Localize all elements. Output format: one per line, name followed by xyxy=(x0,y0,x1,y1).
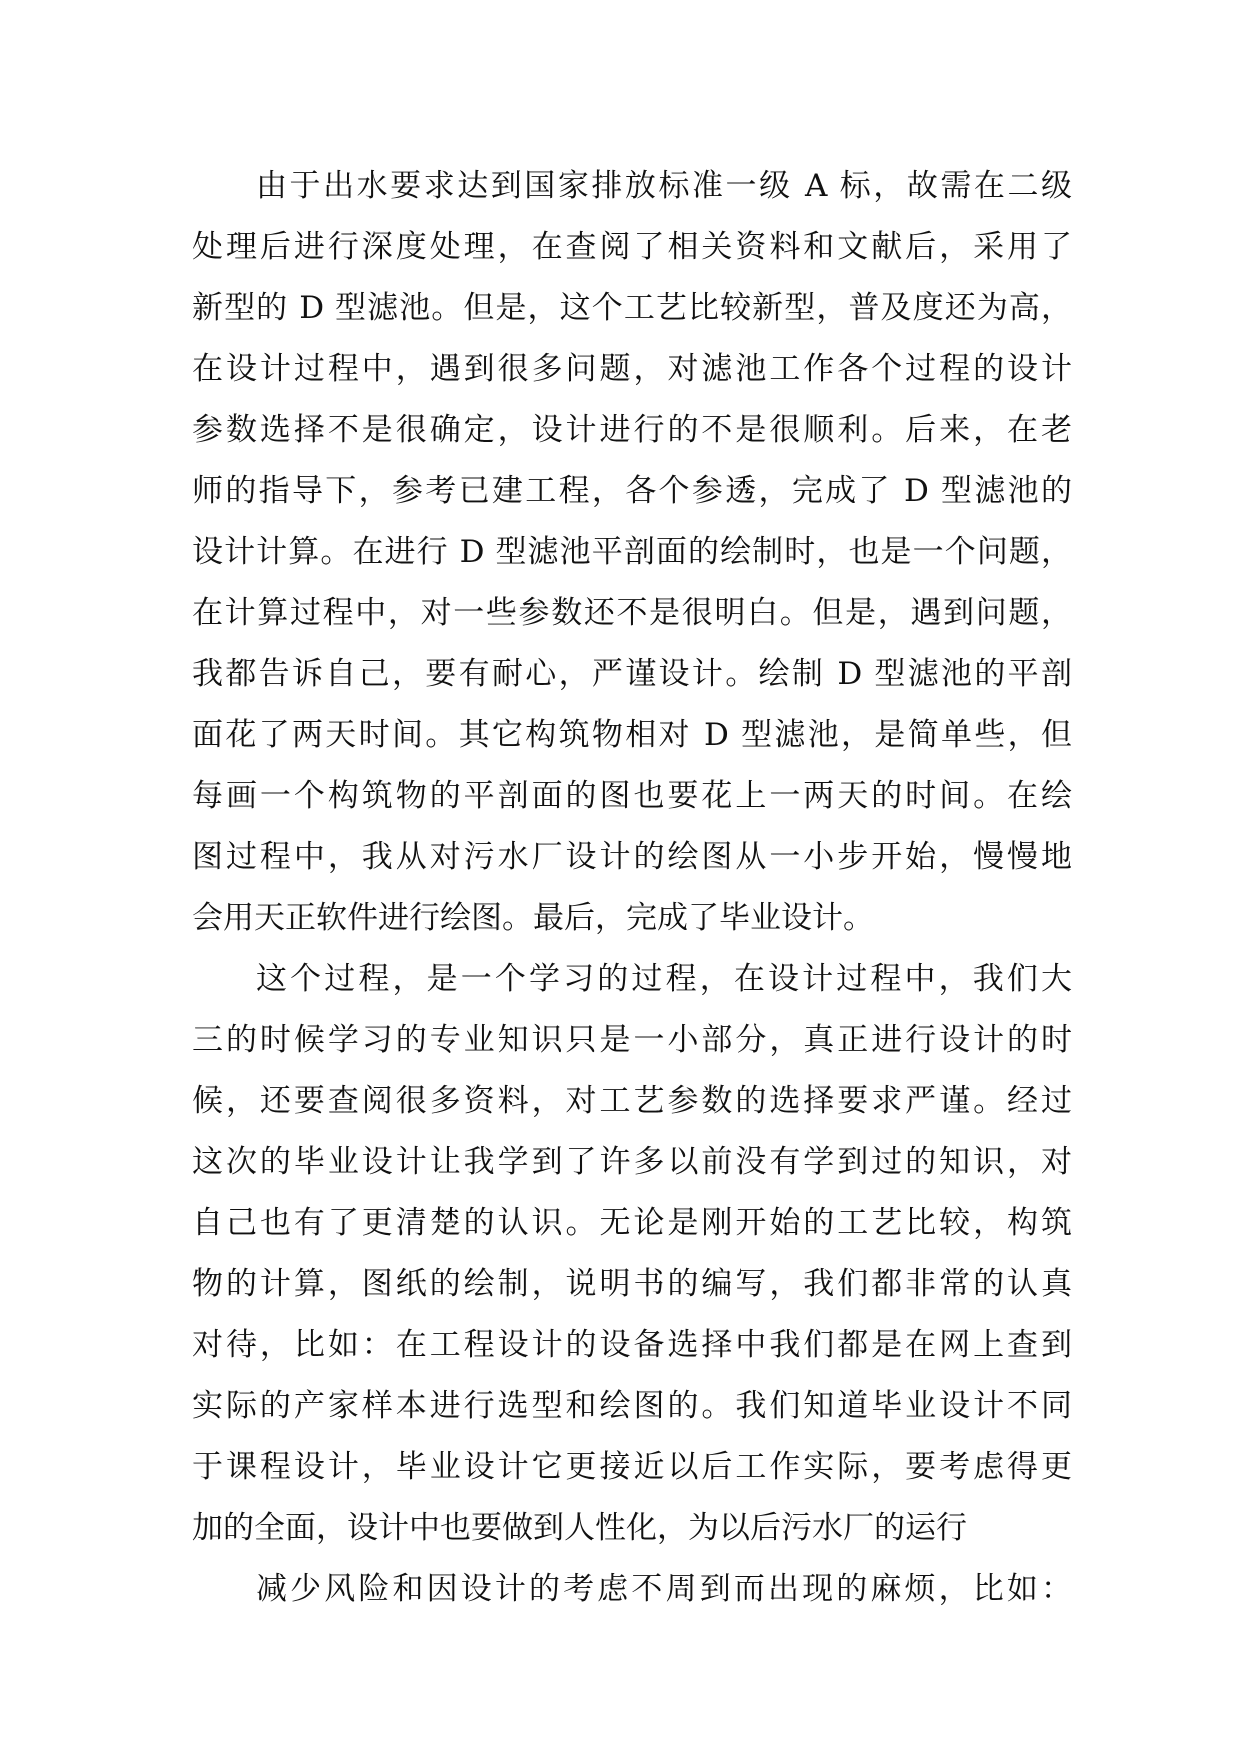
text-line: 由于出水要求达到国家排放标准一级 A 标，故需在二级 xyxy=(256,168,1072,204)
text-line: 在设计过程中，遇到很多问题，对滤池工作各个过程的设计 xyxy=(192,351,1072,387)
text-line: 三的时候学习的专业知识只是一小部分，真正进行设计的时 xyxy=(192,1022,1072,1058)
text-line: 面花了两天时间。其它构筑物相对 D 型滤池，是简单些，但 xyxy=(192,717,1072,753)
text-line: 加的全面，设计中也要做到人性化，为以后污水厂的运行 xyxy=(192,1510,967,1546)
text-line: 减少风险和因设计的考虑不周到而出现的麻烦，比如： xyxy=(256,1571,1072,1607)
text-line: 图过程中，我从对污水厂设计的绘图从一小步开始，慢慢地 xyxy=(192,839,1072,875)
text-line: 处理后进行深度处理，在查阅了相关资料和文献后，采用了 xyxy=(192,229,1072,265)
text-line: 师的指导下，参考已建工程，各个参透，完成了 D 型滤池的 xyxy=(192,473,1072,509)
text-line: 候，还要查阅很多资料，对工艺参数的选择要求严谨。经过 xyxy=(192,1083,1072,1119)
text-line: 物的计算，图纸的绘制，说明书的编写，我们都非常的认真 xyxy=(192,1266,1072,1302)
text-line: 这个过程，是一个学习的过程，在设计过程中，我们大 xyxy=(256,961,1072,997)
text-line: 我都告诉自己，要有耐心，严谨设计。绘制 D 型滤池的平剖 xyxy=(192,656,1072,692)
text-line: 新型的 D 型滤池。但是，这个工艺比较新型，普及度还为高， xyxy=(192,290,1072,326)
text-line: 每画一个构筑物的平剖面的图也要花上一两天的时间。在绘 xyxy=(192,778,1072,814)
text-line: 参数选择不是很确定，设计进行的不是很顺利。后来，在老 xyxy=(192,412,1072,448)
text-line: 自己也有了更清楚的认识。无论是刚开始的工艺比较，构筑 xyxy=(192,1205,1072,1241)
text-line: 于课程设计，毕业设计它更接近以后工作实际，要考虑得更 xyxy=(192,1449,1072,1485)
text-line: 会用天正软件进行绘图。最后，完成了毕业设计。 xyxy=(192,900,874,936)
text-line: 这次的毕业设计让我学到了许多以前没有学到过的知识，对 xyxy=(192,1144,1072,1180)
text-line: 实际的产家样本进行选型和绘图的。我们知道毕业设计不同 xyxy=(192,1388,1072,1424)
text-line: 设计计算。在进行 D 型滤池平剖面的绘制时，也是一个问题， xyxy=(192,534,1072,570)
text-line: 在计算过程中，对一些参数还不是很明白。但是，遇到问题， xyxy=(192,595,1072,631)
text-line: 对待，比如：在工程设计的设备选择中我们都是在网上查到 xyxy=(192,1327,1072,1363)
